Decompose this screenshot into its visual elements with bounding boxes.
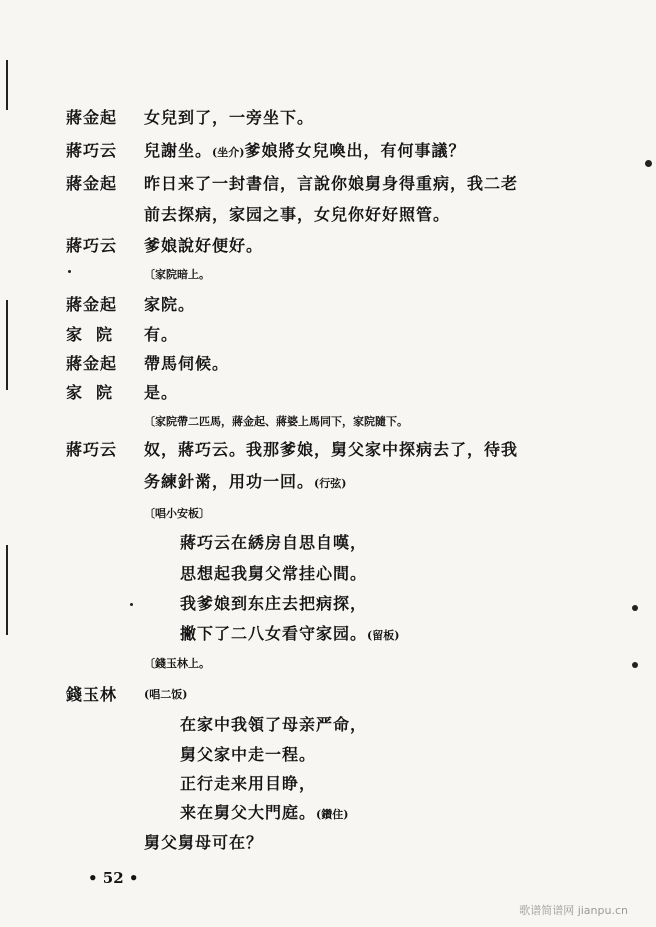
song-line: 撇下了二八女看守家园。 xyxy=(180,624,368,643)
song-line: 舅父家中走一程。 xyxy=(180,745,317,764)
dialogue-text: 帶馬伺候。 xyxy=(144,354,230,373)
song-line: 正行走来用目睁， xyxy=(180,774,317,793)
ink-speck xyxy=(632,605,638,611)
speaker-label: 蔣巧云 xyxy=(66,440,118,459)
ink-speck xyxy=(645,160,652,167)
speaker-label: 蔣金起 xyxy=(66,295,118,314)
speaker-label: 蔣金起 xyxy=(66,174,118,193)
song-line: 思想起我舅父常挂心間。 xyxy=(180,564,368,583)
song-line: 来在舅父大門庭。 xyxy=(180,803,317,822)
dialogue-text: 女兒到了，一旁坐下。 xyxy=(144,108,315,127)
song-line-with-note xyxy=(180,621,399,644)
dialogue-text: 兒謝坐。 xyxy=(144,141,213,160)
song-line: 我爹娘到东庄去把病探， xyxy=(180,594,368,613)
stage-direction: 〔家院帶二匹馬，蔣金起、蔣婆上馬同下，家院隨下。 xyxy=(144,415,408,428)
stage-note: (坐介) xyxy=(212,146,245,159)
stage-note: (留板) xyxy=(367,629,400,642)
stage-direction: (唱二饭) xyxy=(144,688,188,701)
speaker-label: 錢玉林 xyxy=(66,685,118,704)
scan-margin-mark xyxy=(6,300,8,390)
speaker-label: 家院 xyxy=(66,383,127,402)
dialogue-line xyxy=(144,469,346,492)
speaker-label: 蔣金起 xyxy=(66,354,118,373)
ink-speck xyxy=(130,603,133,606)
stage-note: (鑽住) xyxy=(316,808,349,821)
stage-direction: 〔家院暗上。 xyxy=(144,268,210,281)
dialogue-text: 爹娘說好便好。 xyxy=(144,236,264,255)
dialogue-text: 务練針黹，用功一回。 xyxy=(144,472,315,491)
speaker-label: 蔣巧云 xyxy=(66,141,118,160)
song-line: 蔣巧云在綉房自思自嘆， xyxy=(180,533,368,552)
speaker-label: 蔣金起 xyxy=(66,108,118,127)
dialogue-text: 爹娘將女兒喚出，有何事議？ xyxy=(244,141,466,160)
dialogue-text: 昨日来了一封書信，言說你娘舅身得重病，我二老 xyxy=(144,174,519,193)
stage-direction: 〔唱小安板〕 xyxy=(144,507,210,520)
ink-speck xyxy=(632,662,638,668)
speaker-label: 家院 xyxy=(66,325,127,344)
dialogue-text: 奴，蔣巧云。我那爹娘，舅父家中探病去了，待我 xyxy=(144,440,519,459)
dialogue-text: 前去探病，家园之事，女兒你好好照管。 xyxy=(144,205,451,224)
dialogue-text: 有。 xyxy=(144,325,179,344)
ink-speck xyxy=(68,270,71,273)
stage-note: (行弦) xyxy=(314,477,347,490)
dialogue-text: 是。 xyxy=(144,383,179,402)
song-line: 在家中我領了母亲严命， xyxy=(180,715,368,734)
scan-margin-mark xyxy=(6,60,8,110)
dialogue-text: 家院。 xyxy=(144,295,196,314)
speaker-label: 蔣巧云 xyxy=(66,236,118,255)
stage-direction: 〔錢玉林上。 xyxy=(144,657,210,670)
dialogue-text: 舅父舅母可在？ xyxy=(144,833,264,852)
scan-margin-mark xyxy=(6,545,8,635)
page-number: • 52 • xyxy=(88,869,139,887)
song-line-with-note xyxy=(180,800,348,823)
site-watermark: 歌谱简谱网 jianpu.cn xyxy=(519,904,628,917)
dialogue-line xyxy=(144,138,465,161)
